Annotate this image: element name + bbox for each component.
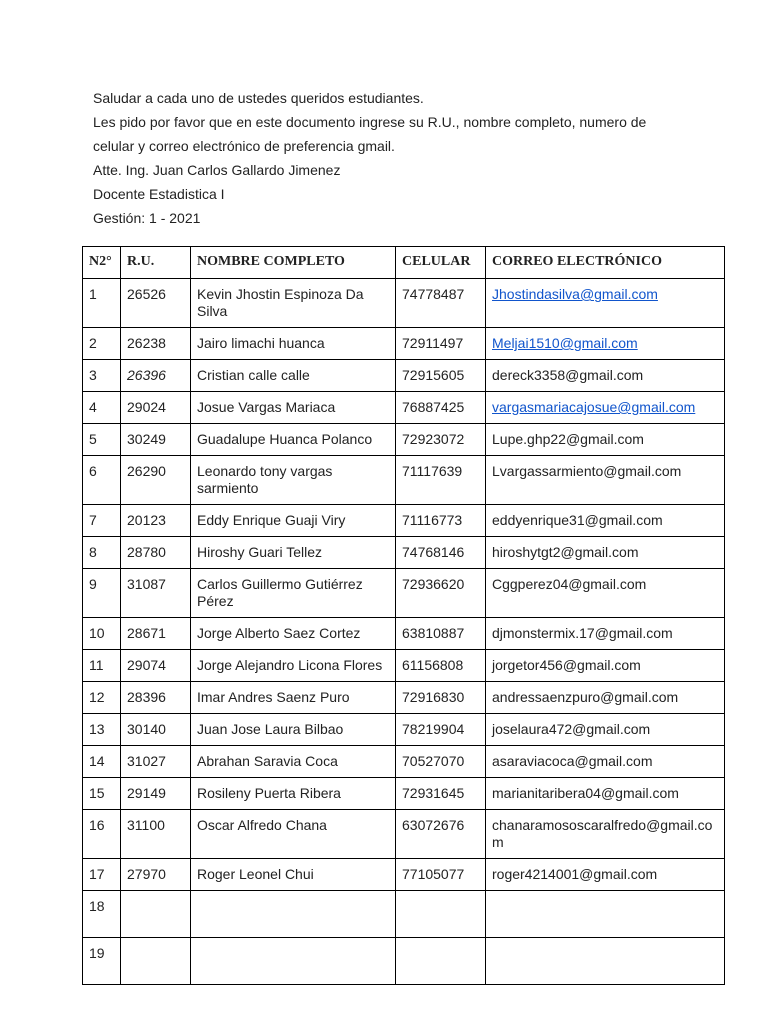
email-text: Lvargassarmiento@gmail.com	[492, 463, 682, 479]
row-full-name: Roger Leonel Chui	[191, 859, 396, 891]
row-number: 4	[83, 392, 121, 424]
row-phone: 78219904	[396, 714, 486, 746]
row-number: 2	[83, 328, 121, 360]
intro-line-signature: Atte. Ing. Juan Carlos Gallardo Jimenez	[93, 162, 341, 178]
email-link[interactable]: vargasmariacajosue@gmail.com	[492, 399, 696, 415]
table-header-row	[83, 247, 725, 279]
row-email	[486, 360, 725, 392]
table-row	[83, 537, 725, 569]
row-number: 7	[83, 505, 121, 537]
row-email	[486, 682, 725, 714]
table-row	[83, 505, 725, 537]
row-phone: 77105077	[396, 859, 486, 891]
row-phone	[396, 891, 486, 938]
row-phone: 76887425	[396, 392, 486, 424]
row-number: 13	[83, 714, 121, 746]
row-number: 16	[83, 810, 121, 859]
email-text: asaraviacoca@gmail.com	[492, 753, 653, 769]
intro-line-greeting: Saludar a cada uno de ustedes queridos estudiantes.	[93, 90, 424, 106]
table-row	[83, 279, 725, 328]
row-ru: 30140	[121, 714, 191, 746]
row-phone: 72915605	[396, 360, 486, 392]
row-full-name: Juan Jose Laura Bilbao	[191, 714, 396, 746]
email-text: andressaenzpuro@gmail.com	[492, 689, 679, 705]
row-email	[486, 778, 725, 810]
email-text: dereck3358@gmail.com	[492, 367, 644, 383]
row-phone: 70527070	[396, 746, 486, 778]
row-ru: 20123	[121, 505, 191, 537]
row-email	[486, 810, 725, 859]
row-full-name: Rosileny Puerta Ribera	[191, 778, 396, 810]
row-email	[486, 456, 725, 505]
email-text: joselaura472@gmail.com	[492, 721, 651, 737]
table-row	[83, 938, 725, 985]
table-row	[83, 328, 725, 360]
row-number: 18	[83, 891, 121, 938]
row-email	[486, 618, 725, 650]
email-text: marianitaribera04@gmail.com	[492, 785, 679, 801]
row-email	[486, 279, 725, 328]
row-number: 12	[83, 682, 121, 714]
row-phone: 63072676	[396, 810, 486, 859]
student-roster-table	[82, 246, 725, 985]
row-number: 15	[83, 778, 121, 810]
email-text: eddyenrique31@gmail.com	[492, 512, 663, 528]
row-email	[486, 714, 725, 746]
row-ru: 29074	[121, 650, 191, 682]
row-phone: 63810887	[396, 618, 486, 650]
header-number: N2°	[83, 247, 121, 279]
row-number: 1	[83, 279, 121, 328]
row-full-name: Jorge Alberto Saez Cortez	[191, 618, 396, 650]
row-phone: 71117639	[396, 456, 486, 505]
header-phone: CELULAR	[396, 247, 486, 279]
row-email	[486, 505, 725, 537]
row-number: 6	[83, 456, 121, 505]
row-ru: 28671	[121, 618, 191, 650]
table-row	[83, 569, 725, 618]
header-ru: R.U.	[121, 247, 191, 279]
row-number: 11	[83, 650, 121, 682]
row-email	[486, 569, 725, 618]
table-body	[83, 279, 725, 985]
row-full-name: Cristian calle calle	[191, 360, 396, 392]
row-ru: 26396	[121, 360, 191, 392]
header-email: CORREO ELECTRÓNICO	[486, 247, 725, 279]
row-phone: 72936620	[396, 569, 486, 618]
row-full-name	[191, 938, 396, 985]
email-link[interactable]: Meljai1510@gmail.com	[492, 335, 638, 351]
row-email	[486, 328, 725, 360]
intro-line-course: Docente Estadistica I	[93, 186, 225, 202]
email-text: Cggperez04@gmail.com	[492, 576, 647, 592]
row-phone: 74768146	[396, 537, 486, 569]
row-ru: 31100	[121, 810, 191, 859]
row-ru: 30249	[121, 424, 191, 456]
row-email	[486, 891, 725, 938]
row-number: 14	[83, 746, 121, 778]
table-row	[83, 714, 725, 746]
intro-line-request-cont: celular y correo electrónico de preferencia gmail.	[93, 138, 395, 154]
row-number: 17	[83, 859, 121, 891]
row-email	[486, 650, 725, 682]
row-phone: 71116773	[396, 505, 486, 537]
table-row	[83, 360, 725, 392]
email-text: chanaramososcaralfredo@gmail.com	[492, 817, 713, 850]
email-text: jorgetor456@gmail.com	[492, 657, 641, 673]
row-full-name	[191, 891, 396, 938]
intro-text	[93, 86, 693, 230]
row-email	[486, 746, 725, 778]
row-full-name: Eddy Enrique Guaji Viry	[191, 505, 396, 537]
table-row	[83, 650, 725, 682]
row-phone: 72923072	[396, 424, 486, 456]
row-full-name: Abrahan Saravia Coca	[191, 746, 396, 778]
row-full-name: Kevin Jhostin Espinoza Da Silva	[191, 279, 396, 328]
row-full-name: Carlos Guillermo Gutiérrez Pérez	[191, 569, 396, 618]
row-ru: 31087	[121, 569, 191, 618]
row-ru: 31027	[121, 746, 191, 778]
row-full-name: Guadalupe Huanca Polanco	[191, 424, 396, 456]
row-ru: 28780	[121, 537, 191, 569]
row-number: 3	[83, 360, 121, 392]
email-text: djmonstermix.17@gmail.com	[492, 625, 673, 641]
row-full-name: Jorge Alejandro Licona Flores	[191, 650, 396, 682]
row-number: 5	[83, 424, 121, 456]
table-row	[83, 618, 725, 650]
row-phone	[396, 938, 486, 985]
row-ru: 26526	[121, 279, 191, 328]
row-ru	[121, 891, 191, 938]
row-full-name: Imar Andres Saenz Puro	[191, 682, 396, 714]
row-email	[486, 537, 725, 569]
row-phone: 74778487	[396, 279, 486, 328]
row-number: 9	[83, 569, 121, 618]
row-phone: 61156808	[396, 650, 486, 682]
row-ru: 28396	[121, 682, 191, 714]
row-ru: 26290	[121, 456, 191, 505]
row-phone: 72931645	[396, 778, 486, 810]
header-full-name: NOMBRE COMPLETO	[191, 247, 396, 279]
table-row	[83, 859, 725, 891]
row-ru: 27970	[121, 859, 191, 891]
email-text: roger4214001@gmail.com	[492, 866, 658, 882]
row-email	[486, 938, 725, 985]
row-email	[486, 424, 725, 456]
row-number: 19	[83, 938, 121, 985]
row-full-name: Jairo limachi huanca	[191, 328, 396, 360]
row-full-name: Oscar Alfredo Chana	[191, 810, 396, 859]
row-full-name: Hiroshy Guari Tellez	[191, 537, 396, 569]
table-row	[83, 456, 725, 505]
row-phone: 72916830	[396, 682, 486, 714]
table-row	[83, 778, 725, 810]
email-link[interactable]: Jhostindasilva@gmail.com	[492, 286, 658, 302]
table-row	[83, 682, 725, 714]
row-full-name: Leonardo tony vargas sarmiento	[191, 456, 396, 505]
row-ru: 29024	[121, 392, 191, 424]
table-row	[83, 746, 725, 778]
email-text: hiroshytgt2@gmail.com	[492, 544, 639, 560]
row-number: 10	[83, 618, 121, 650]
intro-line-term: Gestión: 1 - 2021	[93, 210, 201, 226]
row-email	[486, 392, 725, 424]
intro-line-request: Les pido por favor que en este documento ingrese su R.U., nombre completo, numero de	[93, 114, 647, 130]
table-row	[83, 424, 725, 456]
email-text: Lupe.ghp22@gmail.com	[492, 431, 644, 447]
table-row	[83, 891, 725, 938]
table-row	[83, 810, 725, 859]
row-full-name: Josue Vargas Mariaca	[191, 392, 396, 424]
row-number: 8	[83, 537, 121, 569]
row-ru: 26238	[121, 328, 191, 360]
row-ru	[121, 938, 191, 985]
row-phone: 72911497	[396, 328, 486, 360]
table-row	[83, 392, 725, 424]
row-ru: 29149	[121, 778, 191, 810]
row-email	[486, 859, 725, 891]
